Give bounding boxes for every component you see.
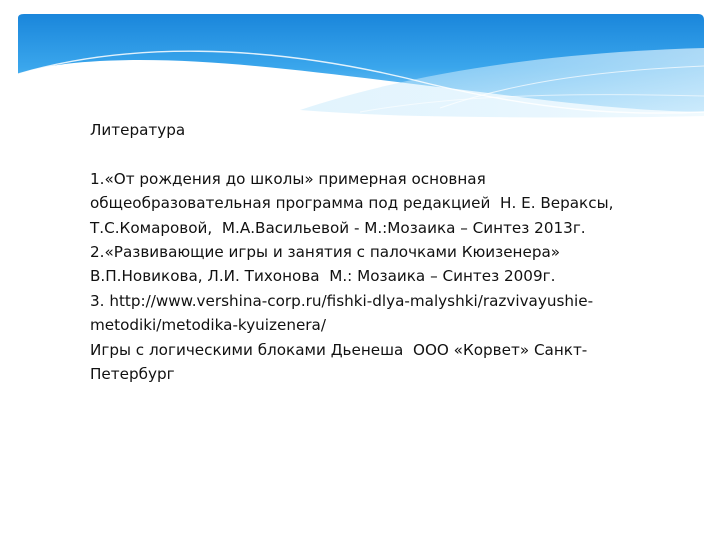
reference-item-3-link[interactable]: 3. http://www.vershina-corp.ru/fishki-dlya-malyshki/razvivayushie-metodiki/metodika-kyuizenera/ (90, 291, 594, 335)
section-heading: Литература (90, 121, 186, 139)
spacer (90, 142, 630, 166)
literature-content (90, 118, 630, 386)
reference-item-4: Игры с логическими блоками Дьенеша ООО «Корвет» Санкт- Петербург (90, 340, 593, 384)
reference-item-1: 1.«От рождения до школы» примерная основная общеобразовательная программа под редакцией Н. Е. Вераксы, Т.С.Комаровой, М.А.Васильевой - М.:Мозаика – Синтез 2013г. (90, 169, 619, 237)
reference-item-2: 2.«Развивающие игры и занятия с палочками Кюизенера» В.П.Новикова, Л.И. Тихонова М.: Мозаика – Синтез 2009г. (90, 243, 565, 286)
header-wave-decoration (0, 0, 720, 130)
